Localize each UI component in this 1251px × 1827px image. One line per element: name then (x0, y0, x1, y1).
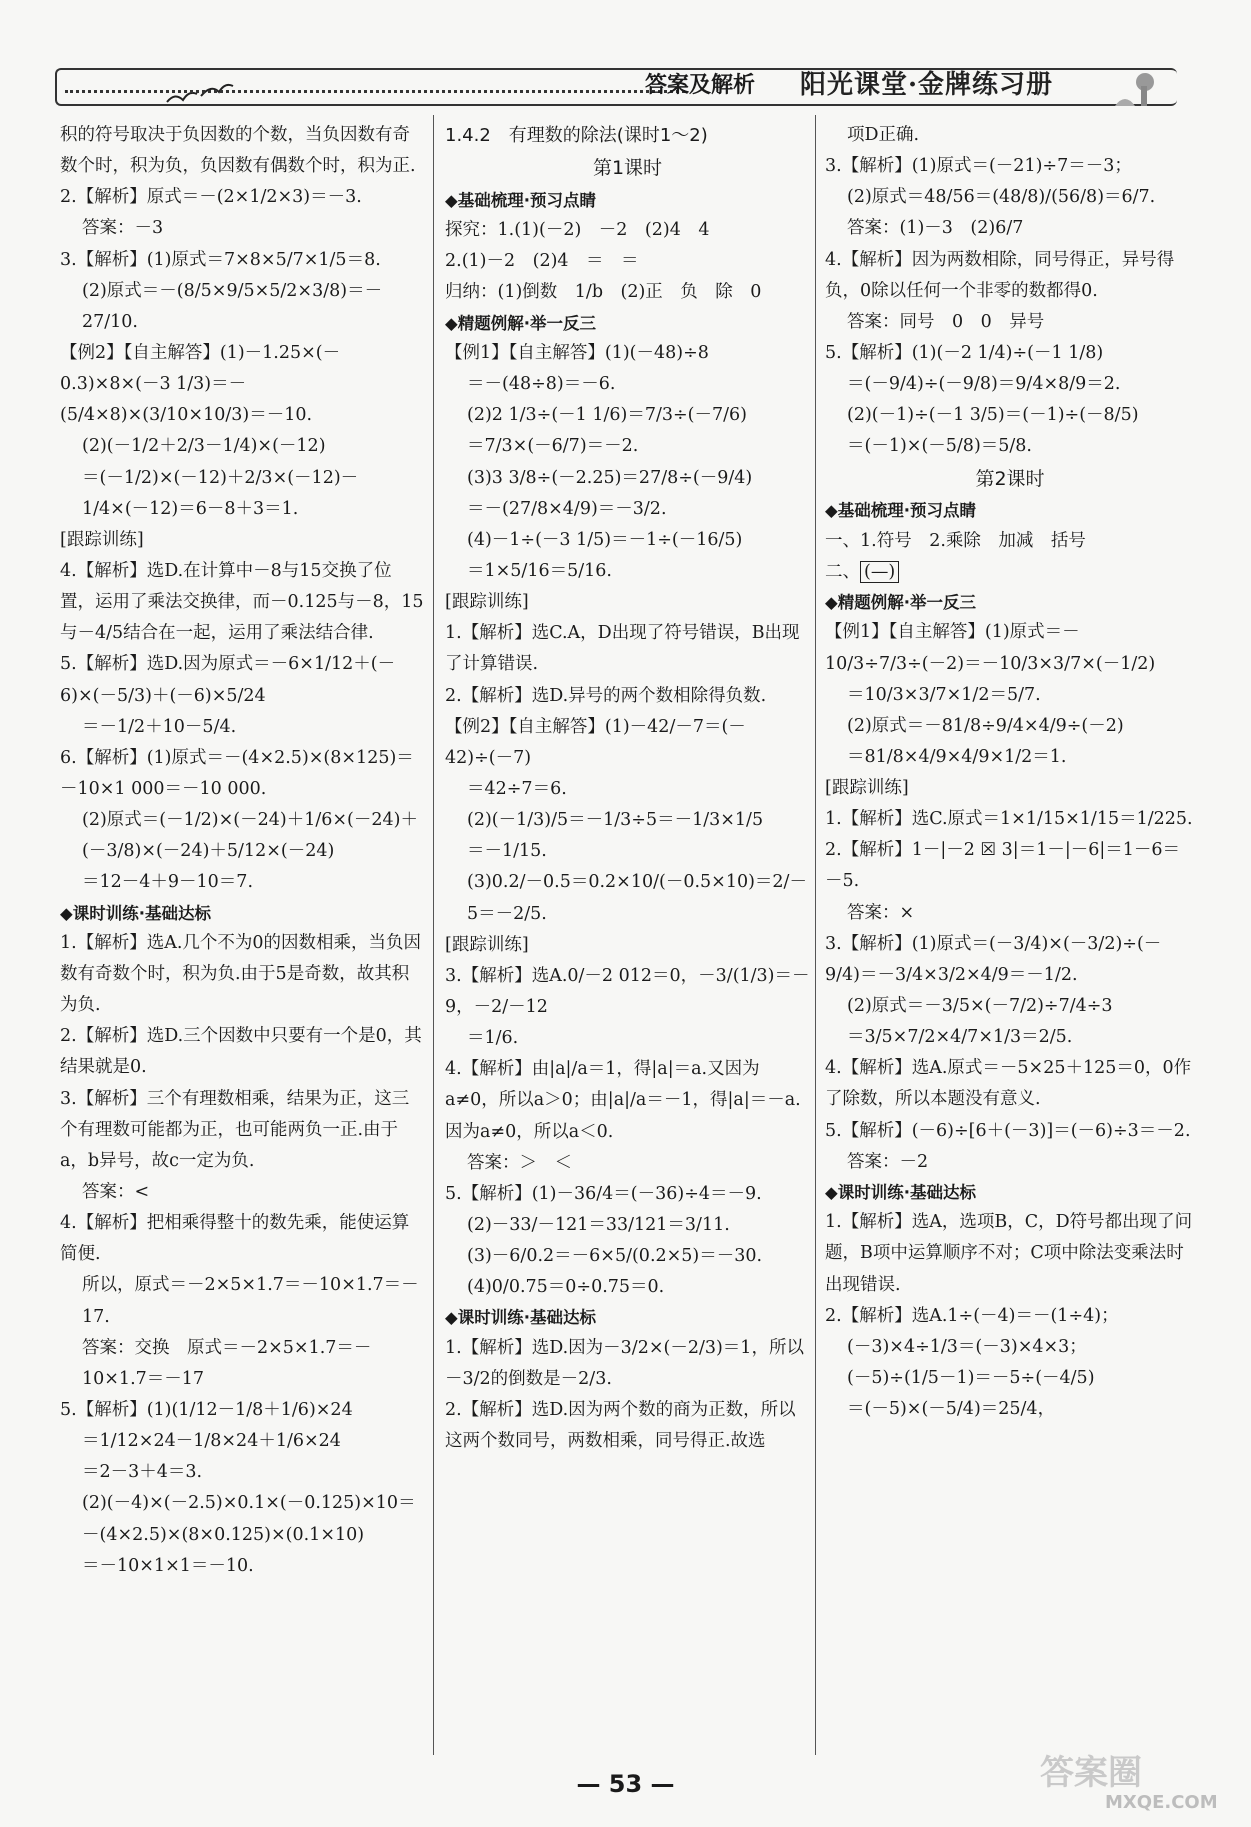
answer-line: 1.【解析】选A，选项B，C，D符号都出现了问题，B项中运算顺序不对；C项中除法变乘法时出现错误. (825, 1212, 1193, 1295)
answer-line: 【例1】【自主解答】(1)原式＝－10/3÷7/3÷(－2)＝－10/3×3/7×(－1/2) (825, 622, 1156, 674)
answer-line: ＝(－5)×(－5/4)＝25/4， (847, 1399, 1056, 1420)
answer-line: (2)(－1)÷(－1 3/5)＝(－1)÷(－8/5) (847, 405, 1139, 426)
answer-line: 5.【解析】(1)－36/4＝(－36)÷4＝－9. (445, 1183, 762, 1204)
answer-line: 1/4×(－12)＝6－8＋3＝1. (82, 498, 299, 519)
column-left (60, 120, 425, 1582)
answer-line: (2)原式＝(－1/2)×(－24)＋1/6×(－24)＋(－3/8)×(－24)＋5/12×(－24) (82, 810, 418, 862)
answer-prefix: 二、 (825, 561, 860, 582)
answer-line: 探究：1.(1)(－2) －2 (2)4 4 (445, 220, 710, 241)
watermark-url: MXQE.COM (1105, 1792, 1218, 1813)
lesson-subtitle: 第2课时 (975, 467, 1045, 490)
answer-line: 2.【解析】选A.1÷(－4)＝－(1÷4)； (825, 1305, 1119, 1326)
subsection-label: [跟踪训练] (60, 529, 144, 550)
answer-line: 4.【解析】由|a|/a＝1，得|a|＝a.又因为a≠0，所以a＞0；由|a|/a＝－1，得|a|＝－a.因为a≠0，所以a＜0. (445, 1059, 801, 1142)
answer-line: 答案：< (82, 1182, 150, 1202)
answer-line: (2)原式＝－3/5×(－7/2)÷7/4÷3 (847, 996, 1113, 1017)
column-divider (815, 115, 816, 1755)
page-header (55, 62, 1175, 102)
answer-line: 5.【解析】(－6)÷[6＋(－3)]＝(－6)÷3＝－2. (825, 1120, 1191, 1141)
answer-line: ＝10/3×3/7×1/2＝5/7. (847, 684, 1041, 705)
answer-line: ＝7/3×(－6/7)＝－2. (467, 436, 639, 457)
answer-line: (2)(－1/2＋2/3－1/4)×(－12) (82, 436, 326, 457)
answer-line: 1.【解析】选D.因为－3/2×(－2/3)＝1，所以－3/2的倒数是－2/3. (445, 1337, 804, 1389)
subsection-label: [跟踪训练] (445, 592, 529, 613)
answer-line: ＝－(48÷8)＝－6. (467, 374, 616, 395)
answer-line: 5.【解析】(1)(－2 1/4)÷(－1 1/8) (825, 342, 1104, 363)
answer-line: (2)－33/－121＝33/121＝3/11. (467, 1214, 730, 1235)
answer-line: 归纳：(1)倒数 1/b (2)正 负 除 0 (445, 282, 762, 303)
answer-line: ＝1×5/16＝5/16. (467, 560, 612, 581)
answer-line: 答案：同号 0 0 异号 (847, 311, 1045, 332)
answer-line: 项D正确. (847, 125, 920, 145)
answer-line: 答案：＞ ＜ (467, 1152, 572, 1173)
answer-line: ＝－10×1×1＝－10. (82, 1555, 254, 1576)
section-heading: ◆课时训练·基础达标 (825, 1182, 976, 1202)
answer-line: ＝(－9/4)÷(－9/8)＝9/4×8/9＝2. (847, 374, 1121, 395)
answer-line: 2.(1)－2 (2)4 ＝ ＝ (445, 251, 639, 272)
answer-line: ＝12－4＋9－10＝7. (82, 872, 254, 893)
answer-line: (3)3 3/8÷(－2.25)＝27/8÷(－9/4) (467, 467, 753, 488)
answer-line: 3.【解析】(1)原式＝(－21)÷7＝－3； (825, 156, 1132, 177)
answer-line: 答案：(1)－3 (2)6/7 (847, 218, 1024, 239)
answer-line: 2.【解析】原式＝－(2×1/2×3)＝－3. (60, 187, 362, 208)
answer-line: (－5)÷(1/5－1)＝－5÷(－4/5) (847, 1367, 1095, 1388)
section-heading: ◆课时训练·基础达标 (445, 1308, 596, 1328)
section-heading: ◆课时训练·基础达标 (60, 903, 211, 923)
answer-line: 【例2】【自主解答】(1)－42/－7＝(－42)÷(－7) (445, 716, 746, 768)
answer-line: 5.【解析】(1)(1/12－1/8＋1/6)×24 (60, 1399, 353, 1420)
answer-line: ＝1/12×24－1/8×24＋1/6×24 (82, 1431, 341, 1452)
answer-line: (2)原式＝－(8/5×9/5×5/2×3/8)＝－27/10. (82, 280, 383, 332)
answer-line: 4.【解析】把相乘得整十的数先乘，能使运算简便. (60, 1213, 410, 1265)
answer-line: 4.【解析】选A.原式＝－5×25＋125＝0，0作了除数，所以本题没有意义. (825, 1058, 1192, 1110)
answer-line: ＝－1/2＋10－5/4. (82, 716, 237, 737)
answer-line: 2.【解析】1－|－2 ☒ 3|＝1－|－6|＝1－6＝－5. (825, 840, 1181, 892)
answer-line: ＝81/8×4/9×4/9×1/2＝1. (847, 746, 1067, 767)
answer-line: ＝1/6. (467, 1028, 519, 1049)
answer-line: (2)原式＝－81/8÷9/4×4/9÷(－2) (847, 715, 1124, 736)
answer-line: 4.【解析】选D.在计算中－8与15交换了位置，运用了乘法交换律，而－0.125与－8，15与－4/5结合在一起，运用了乘法结合律. (60, 560, 424, 644)
answer-line: 1.【解析】选C.原式＝1×1/15×1/15＝1/225. (825, 809, 1193, 830)
answer-line: 2.【解析】选D.因为两个数的商为正数，所以这两个数同号，两数相乘，同号得正.故选 (445, 1399, 796, 1452)
answer-line: ＝2－3＋4＝3. (82, 1462, 203, 1483)
answer-line: 6.【解析】(1)原式＝－(4×2.5)×(8×125)＝－10×1 000＝－10 000. (60, 747, 414, 799)
page-number: — 53 — (576, 1770, 675, 1798)
boxed-answer: (—) (860, 561, 899, 583)
answer-line: (－3)×4÷1/3＝(－3)×4×3； (847, 1336, 1087, 1357)
answer-line: 5.【解析】选D.因为原式＝－6×1/12＋(－6)×(－5/3)＋(－6)×5/24 (60, 654, 396, 706)
paragraph: 积的符号取决于负因数的个数，当负因数有奇数个时，积为负，负因数有偶数个时，积为正. (60, 125, 416, 177)
lesson-title: 1.4.2 有理数的除法(课时1～2) (445, 125, 708, 146)
section-heading: ◆精题例解·举一反三 (825, 593, 976, 612)
section-heading: ◆精题例解·举一反三 (445, 313, 596, 333)
section-heading: ◆基础梳理·预习点睛 (445, 190, 596, 210)
answer-line: 1.【解析】选C.A，D出现了符号错误，B出现了计算错误. (445, 623, 800, 675)
answer-line: 答案：× (847, 902, 915, 923)
answer-line: 所以，原式＝－2×5×1.7＝－10×1.7＝－17. (82, 1275, 419, 1327)
header-label: 答案及解析 (645, 73, 756, 98)
watermark: 答案圈 (1040, 1753, 1142, 1793)
answer-line: (2)原式＝48/56＝(48/8)/(56/8)＝6/7. (847, 187, 1156, 208)
column-divider (433, 115, 434, 1755)
answer-line: ＝42÷7＝6. (467, 778, 567, 799)
lesson-subtitle: 第1课时 (592, 157, 663, 180)
answer-line: 答案：－3 (82, 218, 164, 239)
section-heading: ◆基础梳理·预习点睛 (825, 501, 976, 521)
answer-line: (4)0/0.75＝0÷0.75＝0. (467, 1277, 665, 1298)
column-right (825, 120, 1195, 1425)
answer-line: 3.【解析】选A.0/－2 012＝0，－3/(1/3)＝－9，－2/－12 (445, 965, 810, 1017)
answer-line: 3.【解析】(1)原式＝7×8×5/7×1/5＝8. (60, 249, 381, 270)
answer-line: (3)0.2/－0.5＝0.2×10/(－0.5×10)＝2/－5＝－2/5. (467, 872, 807, 924)
subsection-label: [跟踪训练] (825, 778, 909, 799)
answer-line: ＝(－1/2)×(－12)＋2/3×(－12)－ (82, 467, 359, 488)
answer-line: 1.【解析】选A.几个不为0的因数相乘，当负因数有奇数个时，积为负.由于5是奇数，故其积为负. (60, 932, 422, 1016)
answer-line: (3)－6/0.2＝－6×5/(0.2×5)＝－30. (467, 1246, 763, 1267)
header-brand: 阳光课堂·金牌练习册 (800, 70, 1054, 100)
answer-line: 3.【解析】三个有理数相乘，结果为正，这三个有理数可能都为正，也可能两负一正.由于a，b异号，故c一定为负. (60, 1088, 410, 1171)
answer-line: 3.【解析】(1)原式＝(－3/4)×(－3/2)÷(－9/4)＝－3/4×3/2×4/9＝－1/2. (825, 933, 1162, 985)
answer-line: 4.【解析】因为两数相除，同号得正，异号得负，0除以任何一个非零的数都得0. (825, 249, 1175, 301)
answer-line: 答案：交换 原式＝－2×5×1.7＝－10×1.7＝－17 (82, 1337, 372, 1389)
answer-line: (2)2 1/3÷(－1 1/6)＝7/3÷(－7/6) (467, 405, 747, 426)
answer-line: (2)(－4)×(－2.5)×0.1×(－0.125)×10＝－(4×2.5)×(8×0.125)×(0.1×10) (82, 1493, 416, 1545)
answer-line: ＝－(27/8×4/9)＝－3/2. (467, 498, 667, 519)
column-middle (445, 120, 810, 1457)
answer-line (825, 557, 1195, 588)
answer-line: 2.【解析】选D.三个因数中只要有一个是0，其结果就是0. (60, 1026, 422, 1078)
answer-line: 【例2】【自主解答】(1)－1.25×(－0.3)×8×(－3 1/3)＝－(5/4×8)×(3/10×10/3)＝－10. (60, 342, 341, 426)
answer-line: 2.【解析】选D.异号的两个数相除得负数. (445, 685, 767, 706)
answer-line: ＝(－1)×(－5/8)＝5/8. (847, 436, 1032, 457)
subsection-label: [跟踪训练] (445, 934, 529, 955)
answer-line: ＝－1/15. (467, 841, 547, 862)
answer-line: ＝3/5×7/2×4/7×1/3＝2/5. (847, 1027, 1073, 1048)
plant-decoration-icon (1105, 72, 1175, 108)
answer-line: 一、1.符号 2.乘除 加减 括号 (825, 530, 1086, 551)
answer-line: 答案：－2 (847, 1151, 929, 1172)
answer-line: (2)(－1/3)/5＝－1/3÷5＝－1/3×1/5 (467, 810, 764, 831)
answer-line: 【例1】【自主解答】(1)(－48)÷8 (445, 342, 709, 363)
answer-line: (4)－1÷(－3 1/5)＝－1÷(－16/5) (467, 529, 743, 550)
